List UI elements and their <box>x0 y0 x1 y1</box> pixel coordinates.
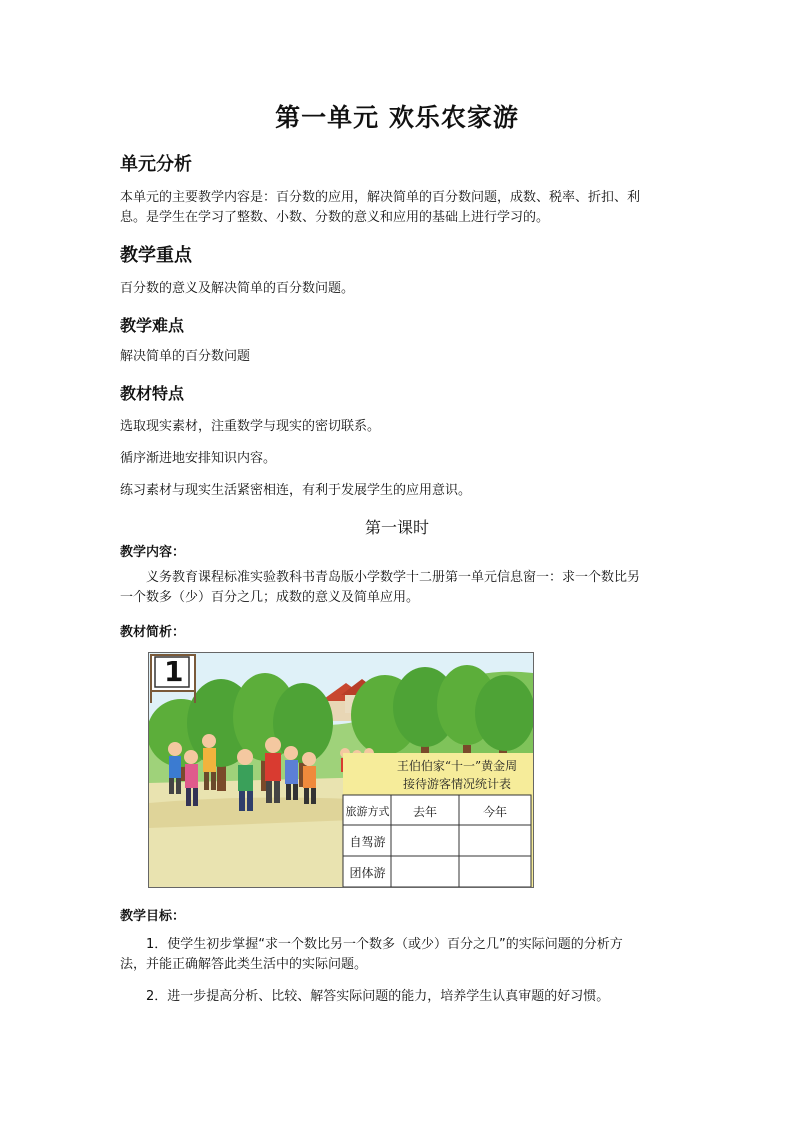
goal-2-text: 2．进一步提高分析、比较、解答实际问题的能力，培养学生认真审题的好习惯。 <box>146 989 610 1004</box>
window-number: 1 <box>164 655 184 688</box>
textbook-illustration <box>148 652 534 888</box>
feature-item-2: 循序渐进地安排知识内容。 <box>120 451 277 466</box>
analysis-line-1: 本单元的主要教学内容是：百分数的应用，解决简单的百分数问题，成数、税率、折扣、利 <box>120 190 641 205</box>
feature-item-3: 练习素材与现实生活紧密相连，有利于发展学生的应用意识。 <box>120 483 472 498</box>
table-row-self-drive: 自驾游 <box>349 835 386 849</box>
sign-line-1: 王伯伯家“十一”黄金周 <box>396 759 518 773</box>
table-header-last-year: 去年 <box>412 805 437 819</box>
goal-1-line-1: 1．使学生初步掌握“求一个数比另一个数多（或少）百分之几”的实际问题的分析方 <box>146 937 623 952</box>
sign-line-2: 接待游客情况统计表 <box>402 777 511 791</box>
content-line-2: 一个数多（少）百分之几；成数的意义及简单应用。 <box>120 590 420 605</box>
teaching-content-label: 教学内容： <box>120 545 186 560</box>
lesson-title: 第一课时 <box>364 518 429 537</box>
feature-item-1: 选取现实素材，注重数学与现实的密切联系。 <box>120 419 381 434</box>
goal-1-line-2: 法，并能正确解答此类生活中的实际问题。 <box>120 957 368 972</box>
table-row-group-tour: 团体游 <box>349 866 386 880</box>
analysis-line-2: 息。是学生在学习了整数、小数、分数的意义和应用的基础上进行学习的。 <box>120 210 550 225</box>
heading-textbook-features: 教材特点 <box>120 384 185 403</box>
textbook-analysis-label: 教材简析： <box>120 625 186 640</box>
content-line-1: 义务教育课程标准实验教科书青岛版小学数学十二册第一单元信息窗一：求一个数比另 <box>146 570 641 585</box>
goal-1-paragraph <box>120 935 680 975</box>
table-header-method: 旅游方式 <box>345 805 390 818</box>
heading-unit-analysis: 单元分析 <box>120 154 192 175</box>
teaching-goals-label: 教学目标： <box>120 909 186 924</box>
difficulty-text: 解决简单的百分数问题 <box>120 349 251 364</box>
heading-teaching-difficulty: 教学难点 <box>120 316 185 335</box>
teaching-content-paragraph <box>120 568 680 608</box>
analysis-paragraph <box>120 188 680 228</box>
focus-text: 百分数的意义及解决简单的百分数问题。 <box>120 281 355 296</box>
heading-teaching-focus: 教学重点 <box>120 245 192 266</box>
table-header-this-year: 今年 <box>482 805 507 819</box>
page-title: 第一单元 欢乐农家游 <box>275 103 519 132</box>
